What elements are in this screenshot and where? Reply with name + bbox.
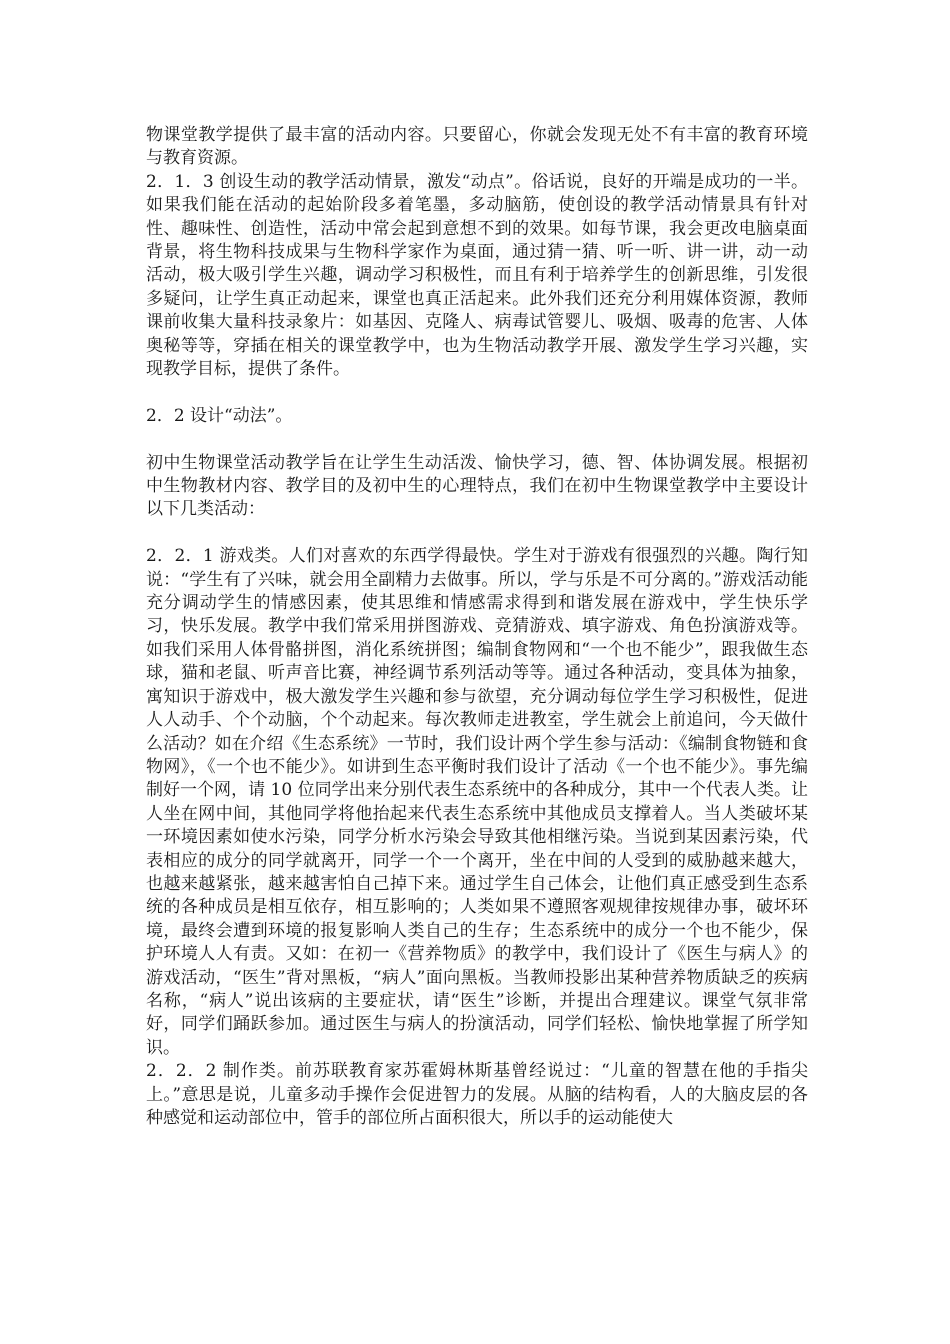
paragraph-spacer — [146, 428, 808, 451]
paragraph-section-2-2-1: 2．2．1 游戏类。人们对喜欢的东西学得最快。学生对于游戏有很强烈的兴趣。陶行知说：“学生有了兴味，就会用全副精力去做事。所以，学与乐是不可分离的。”游戏活动能充分调动学生的情感因素，使其思维和情感需求得到和谐发展在游戏中，学生快乐学习，快乐发展。教学中我们常采用拼图游戏、竞猜游戏、填字游戏、角色扮演游戏等。如我们采用人体骨骼拼图，消化系统拼图；编制食物网和“一个也不能少”，跟我做生态球，猫和老鼠、听声音比赛，神经调节系列活动等等。通过各种活动，变具体为抽象，寓知识于游戏中，极大激发学生兴趣和参与欲望，充分调动每位学生学习积极性，促进人人动手、个个动脑，个个动起来。每次教师走进教室，学生就会上前追问，今天做什么活动？如在介绍《生态系统》一节时，我们设计两个学生参与活动：《编制食物链和食物网》，《一个也不能少》。如讲到生态平衡时我们设计了活动《一个也不能少》。事先编制好一个网，请 10 位同学出来分别代表生态系统中的各种成分，其中一个代表人类。让人坐在网中间，其他同学将他抬起来代表生态系统中其他成员支撑着人。当人类破坏某一环境因素如使水污染，同学分析水污染会导致其他相继污染。当说到某因素污染，代表相应的成分的同学就离开，同学一个一个离开，坐在中间的人受到的威胁越来越大，也越来越紧张，越来越害怕自己掉下来。通过学生自己体会，让他们真正感受到生态系统的各种成员是相互依存，相互影响的；人类如果不遵照客观规律按规律办事，破坏环境，最终会遭到环境的报复影响人类自己的生存；生态系统中的成分一个也不能少，保护环境人人有责。又如：在初一《营养物质》的教学中，我们设计了《医生与病人》的游戏活动，“医生”背对黑板，“病人”面向黑板。当教师投影出某种营养物质缺乏的疾病名称，“病人”说出该病的主要症状，请“医生”诊断，并提出合理建议。课堂气氛非常好，同学们踊跃参加。通过医生与病人的扮演活动，同学们轻松、愉快地掌握了所学知识。 — [146, 546, 808, 1058]
document-body — [146, 124, 808, 1130]
paragraph-section-2-2-2: 2．2．2 制作类。前苏联教育家苏霍姆林斯基曾经说过：“儿童的智慧在他的手指尖上。”意思是说，儿童多动手操作会促进智力的发展。从脑的结构看，人的大脑皮层的各种感觉和运动部位中，管手的部位所占面积很大，所以手的运动能使大 — [146, 1061, 808, 1129]
paragraph-section-2-1-3: 2．1．3 创设生动的教学活动情景，激发“动点”。俗话说，良好的开端是成功的一半。如果我们能在活动的起始阶段多着笔墨，多动脑筋，使创设的教学活动情景具有针对性、趣味性、创造性，活动中常会起到意想不到的效果。如每节课，我会更改电脑桌面背景，将生物科技成果与生物科学家作为桌面，通过猜一猜、听一听、讲一讲，动一动活动，极大吸引学生兴趣，调动学习积极性，而且有利于培养学生的创新思维，引发很多疑问，让学生真正动起来，课堂也真正活起来。此外我们还充分利用媒体资源，教师课前收集大量科技录象片：如基因、克隆人、病毒试管婴儿、吸烟、吸毒的危害、人体奥秘等等，穿插在相关的课堂教学中，也为生物活动教学开展、激发学生学习兴趣，实现教学目标，提供了条件。 — [146, 171, 808, 380]
paragraph-spacer — [146, 381, 808, 404]
paragraph-intro-activities: 初中生物课堂活动教学旨在让学生生动活泼、愉快学习，德、智、体协调发展。根据初中生物教材内容、教学目的及初中生的心理特点，我们在初中生物课堂教学中主要设计以下几类活动： — [146, 452, 808, 520]
heading-section-2-2: 2．2 设计“动法”。 — [146, 405, 293, 426]
paragraph-spacer — [146, 522, 808, 545]
paragraph-continuation: 物课堂教学提供了最丰富的活动内容。只要留心，你就会发现无处不有丰富的教育环境与教育资源。 — [146, 125, 808, 169]
